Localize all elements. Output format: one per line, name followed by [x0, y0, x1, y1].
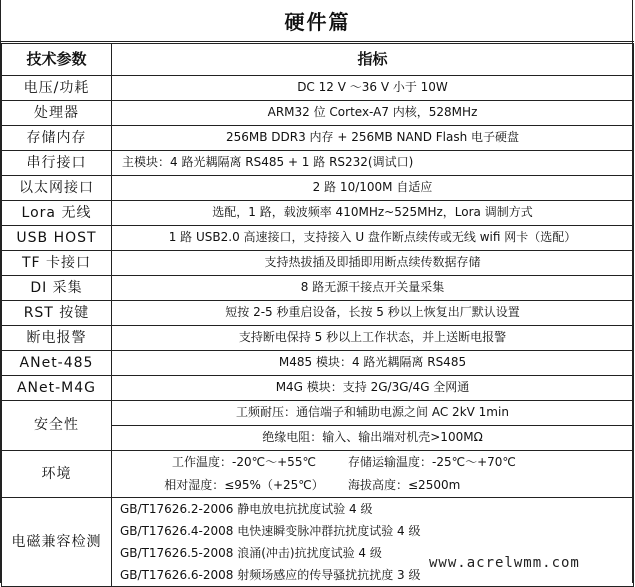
table-row: [2, 176, 634, 201]
header-param: 技术参数: [2, 44, 112, 76]
row-label: USB HOST: [2, 226, 112, 251]
row-value: 1 路 USB2.0 高速接口，支持接入 U 盘作断点续传或无线 wifi 网卡（选配）: [112, 226, 634, 251]
table-row: [2, 301, 634, 326]
row-label: DI 采集: [2, 276, 112, 301]
row-label: ANet-M4G: [2, 376, 112, 401]
environment-line: [112, 474, 634, 498]
row-label: Lora 无线: [2, 201, 112, 226]
header-spec: 指标: [112, 44, 634, 76]
table-row: [2, 76, 634, 101]
row-value: M4G 模块：支持 2G/3G/4G 全网通: [112, 376, 634, 401]
row-label: 断电报警: [2, 326, 112, 351]
row-label: TF 卡接口: [2, 251, 112, 276]
table-header-row: [2, 44, 634, 76]
row-label: ANet-485: [2, 351, 112, 376]
row-value: 主模块：4 路光耦隔离 RS485 + 1 路 RS232(调试口): [112, 151, 634, 176]
spec-table: [1, 43, 634, 587]
row-label: RST 按键: [2, 301, 112, 326]
table-row: [2, 226, 634, 251]
environment-row: [2, 451, 634, 475]
altitude: 海拔高度：≤2500m: [348, 477, 461, 492]
row-label: 以太网接口: [2, 176, 112, 201]
row-label: 存储内存: [2, 126, 112, 151]
row-value: 256MB DDR3 内存 + 256MB NAND Flash 电子硬盘: [112, 126, 634, 151]
safety-line: 绝缘电阻：输入、输出端对机壳>100MΩ: [112, 426, 634, 451]
row-value: 2 路 10/100M 自适应: [112, 176, 634, 201]
watermark-url: www.acrelwmm.com: [429, 555, 580, 571]
page-title: 硬件篇: [1, 0, 634, 42]
row-label: 电压/功耗: [2, 76, 112, 101]
row-value: 8 路无源干接点开关量采集: [112, 276, 634, 301]
safety-label: 安全性: [2, 401, 112, 451]
row-label: 串行接口: [2, 151, 112, 176]
table-row: [2, 351, 634, 376]
relative-humidity: 相对湿度：≤95%（+25℃）: [164, 477, 324, 492]
row-value: DC 12 V ～36 V 小于 10W: [112, 76, 634, 101]
safety-row: [2, 401, 634, 426]
row-label: 处理器: [2, 101, 112, 126]
emc-standard: GB/T17626.2-2006 静电放电抗扰度试验 4 级: [120, 502, 373, 516]
row-value: 支持热拔插及即插即用断点续传数据存储: [112, 251, 634, 276]
emc-row: [2, 498, 634, 587]
safety-line: 工频耐压：通信端子和辅助电源之间 AC 2kV 1min: [112, 401, 634, 426]
table-row: [2, 201, 634, 226]
emc-standard: GB/T17626.6-2008 射频场感应的传导骚扰抗扰度 3 级: [120, 568, 421, 582]
row-value: 短按 2-5 秒重启设备，长按 5 秒以上恢复出厂默认设置: [112, 301, 634, 326]
table-row: [2, 251, 634, 276]
row-value: M485 模块：4 路光耦隔离 RS485: [112, 351, 634, 376]
table-row: [2, 151, 634, 176]
table-row: [2, 376, 634, 401]
row-value: ARM32 位 Cortex-A7 内核，528MHz: [112, 101, 634, 126]
row-value: 选配，1 路，载波频率 410MHz~525MHz，Lora 调制方式: [112, 201, 634, 226]
table-row: [2, 326, 634, 351]
table-row: [2, 101, 634, 126]
emc-label: 电磁兼容检测: [2, 498, 112, 587]
table-row: [2, 126, 634, 151]
operating-temperature: 工作温度：-20℃～+55℃: [172, 454, 316, 469]
emc-lines: [112, 498, 634, 587]
emc-standard: GB/T17626.5-2008 浪涌(冲击)抗扰度试验 4 级: [120, 546, 382, 560]
environment-label: 环境: [2, 451, 112, 498]
environment-line: [112, 451, 634, 475]
table-row: [2, 276, 634, 301]
storage-temperature: 存储运输温度：-25℃～+70℃: [348, 454, 516, 469]
emc-standard: GB/T17626.4-2008 电快速瞬变脉冲群抗扰度试验 4 级: [120, 524, 421, 538]
row-value: 支持断电保持 5 秒以上工作状态，并上送断电报警: [112, 326, 634, 351]
